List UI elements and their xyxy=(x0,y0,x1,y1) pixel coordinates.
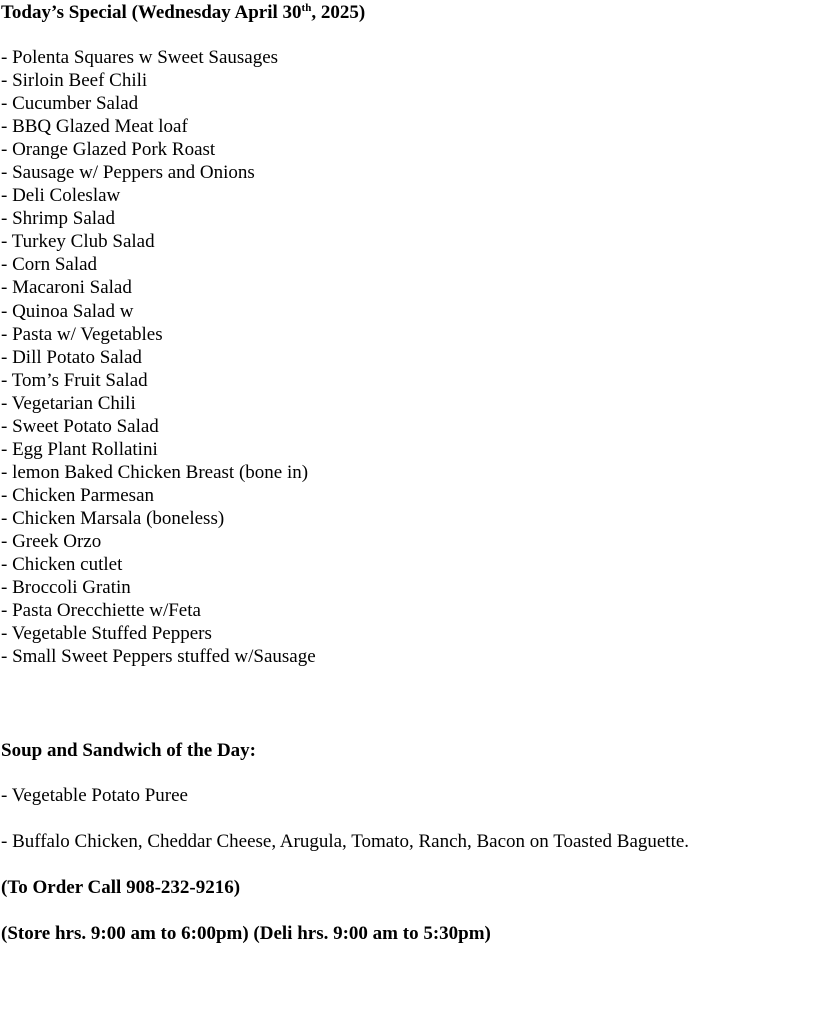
list-item: - Polenta Squares w Sweet Sausages xyxy=(1,47,279,68)
soup-sandwich-heading: Soup and Sandwich of the Day: xyxy=(1,740,256,761)
list-item: - lemon Baked Chicken Breast (bone in) xyxy=(1,461,309,483)
list-item: - Sirloin Beef Chili xyxy=(1,70,148,92)
list-item: - Tom’s Fruit Salad xyxy=(1,369,148,391)
title-prefix: Today’s Special (Wednesday April 30 xyxy=(1,2,302,23)
list-item: - Orange Glazed Pork Roast xyxy=(1,139,216,161)
list-item: - Broccoli Gratin xyxy=(1,577,131,599)
list-item: - Cucumber Salad xyxy=(1,93,139,115)
store-hours-info: (Store hrs. 9:00 am to 6:00pm) (Deli hrs. 9:00 am to 5:30pm) xyxy=(1,923,491,944)
list-item: - BBQ Glazed Meat loaf xyxy=(1,116,188,138)
list-item: - Corn Salad xyxy=(1,254,98,276)
order-phone-info: (To Order Call 908-232-9216) xyxy=(1,877,241,898)
page-title xyxy=(1,1,365,25)
soup-of-the-day: - Vegetable Potato Puree xyxy=(1,785,188,806)
list-item: - Chicken Marsala (boneless) xyxy=(1,507,225,529)
list-item: - Chicken Parmesan xyxy=(1,484,155,506)
sandwich-of-the-day: - Buffalo Chicken, Cheddar Cheese, Arugula, Tomato, Ranch, Bacon on Toasted Baguette. xyxy=(1,831,690,852)
list-item: - Chicken cutlet xyxy=(1,554,123,576)
list-item: - Sweet Potato Salad xyxy=(1,415,159,437)
list-item: - Pasta Orecchiette w/Feta xyxy=(1,600,201,622)
specials-list xyxy=(1,46,316,668)
title-suffix: , 2025) xyxy=(311,2,366,23)
list-item: - Sausage w/ Peppers and Onions xyxy=(1,162,255,184)
list-item: - Greek Orzo xyxy=(1,530,102,552)
list-item: - Dill Potato Salad xyxy=(1,346,142,368)
title-superscript: th xyxy=(301,2,312,14)
list-item: - Vegetable Stuffed Peppers xyxy=(1,623,212,645)
list-item: - Vegetarian Chili xyxy=(1,392,136,414)
list-item: - Egg Plant Rollatini xyxy=(1,438,158,460)
list-item: - Deli Coleslaw xyxy=(1,185,121,207)
list-item: - Pasta w/ Vegetables xyxy=(1,323,163,345)
list-item: - Small Sweet Peppers stuffed w/Sausage xyxy=(1,646,316,668)
list-item: - Quinoa Salad w xyxy=(1,300,134,322)
list-item: - Shrimp Salad xyxy=(1,208,115,230)
list-item: - Turkey Club Salad xyxy=(1,231,155,253)
list-item: - Macaroni Salad xyxy=(1,277,132,299)
